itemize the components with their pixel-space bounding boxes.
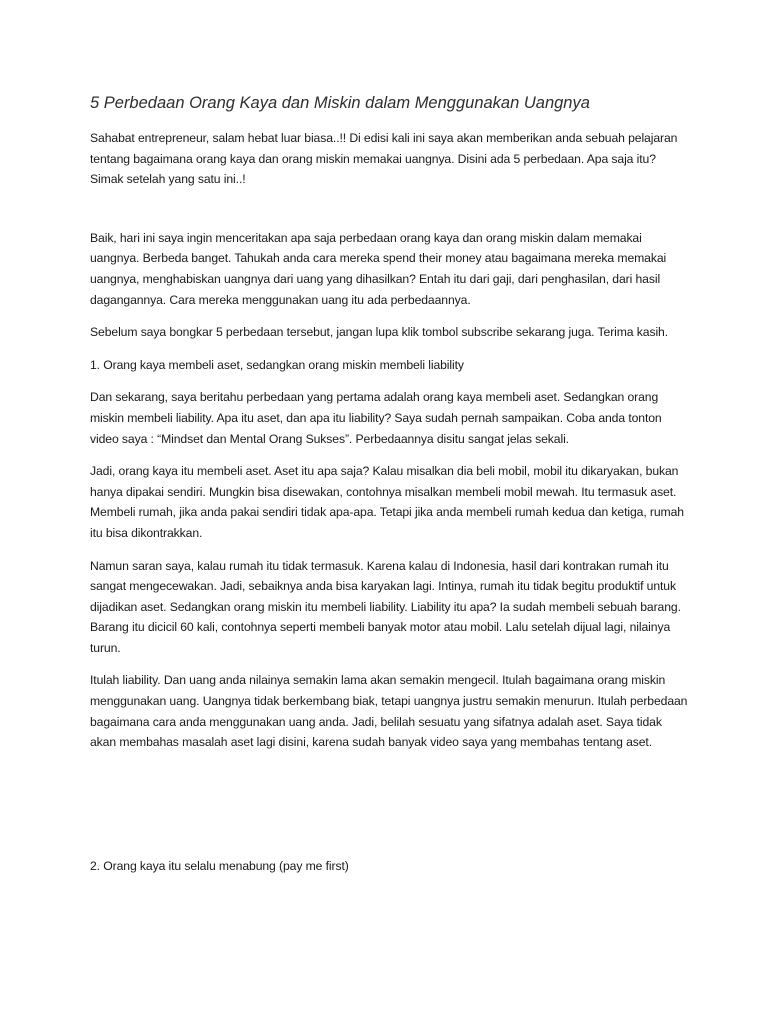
paragraph-subscribe: Sebelum saya bongkar 5 perbedaan tersebut, jangan lupa klik tombol subscribe sekarang juga. Terima kasih. <box>90 325 669 340</box>
document-title: 5 Perbedaan Orang Kaya dan Miskin dalam Menggunakan Uangnya <box>90 94 590 112</box>
paragraph-point-1d: Itulah liability. Dan uang anda nilainya semakin lama akan semakin mengecil. Itulah bagaimana orang miskin menggunakan uang. Uangnya tidak berkembang biak, tetapi uangnya justru semakin menurun. Itulah perbedaan bagaimana cara anda menggunakan uang anda. Jadi, belilah sesuatu yang sifatnya adalah aset. Saya tidak akan membahas masalah aset lagi disini, karena sudah banyak video saya yang membahas tentang aset. <box>90 673 688 750</box>
paragraph-point-1b: Jadi, orang kaya itu membeli aset. Aset itu apa saja? Kalau misalkan dia beli mobil, mobil itu dikaryakan, bukan hanya dipakai sendiri. Mungkin bisa disewakan, contohnya misalkan membeli mobil mewah. Itu termasuk aset. Membeli rumah, jika anda pakai sendiri tidak apa-apa. Tetapi jika anda membeli rumah kedua dan ketiga, rumah itu bisa dikontrakkan. <box>90 464 684 540</box>
paragraph-point-1a: Dan sekarang, saya beritahu perbedaan yang pertama adalah orang kaya membeli aset. Sedangkan orang miskin membeli liability. Apa itu aset, dan apa itu liability? Saya sudah pernah sampaikan. Coba anda tonton video saya : “Mindset dan Mental Orang Sukses”. Perbedaannya disitu sangat jelas sekali. <box>90 390 662 446</box>
paragraph-point-1c: Namun saran saya, kalau rumah itu tidak termasuk. Karena kalau di Indonesia, hasil dari kontrakan rumah itu sangat mengecewakan. Jadi, sebaiknya anda bisa karyakan lagi. Intinya, rumah itu tidak begitu produktif untuk dijadikan aset. Sedangkan orang miskin itu membeli liability. Liability itu apa? Ia sudah membeli sebuah barang. Barang itu dicicil 60 kali, contohnya seperti membeli banyak motor atau mobil. Lalu setelah dijual lagi, nilainya turun. <box>90 558 681 655</box>
section-heading-1: 1. Orang kaya membeli aset, sedangkan orang miskin membeli liability <box>90 357 464 372</box>
document-page <box>90 92 690 876</box>
section-heading-2: 2. Orang kaya itu selalu menabung (pay me first) <box>90 858 349 873</box>
paragraph-opening: Baik, hari ini saya ingin menceritakan apa saja perbedaan orang kaya dan orang miskin dalam memakai uangnya. Berbeda banget. Tahukah anda cara mereka spend their money atau bagaimana mereka memakai uangnya, menghabiskan uangnya dari uang yang dihasilkan? Entah itu dari gaji, dari penghasilan, dari hasil dagangannya. Cara mereka menggunakan uang itu ada perbedaannya. <box>90 230 667 307</box>
paragraph-intro: Sahabat entrepreneur, salam hebat luar biasa..!! Di edisi kali ini saya akan memberikan anda sebuah pelajaran tentang bagaimana orang kaya dan orang miskin memakai uangnya. Disini ada 5 perbedaan. Apa saja itu? Simak setelah yang satu ini..! <box>90 131 678 187</box>
